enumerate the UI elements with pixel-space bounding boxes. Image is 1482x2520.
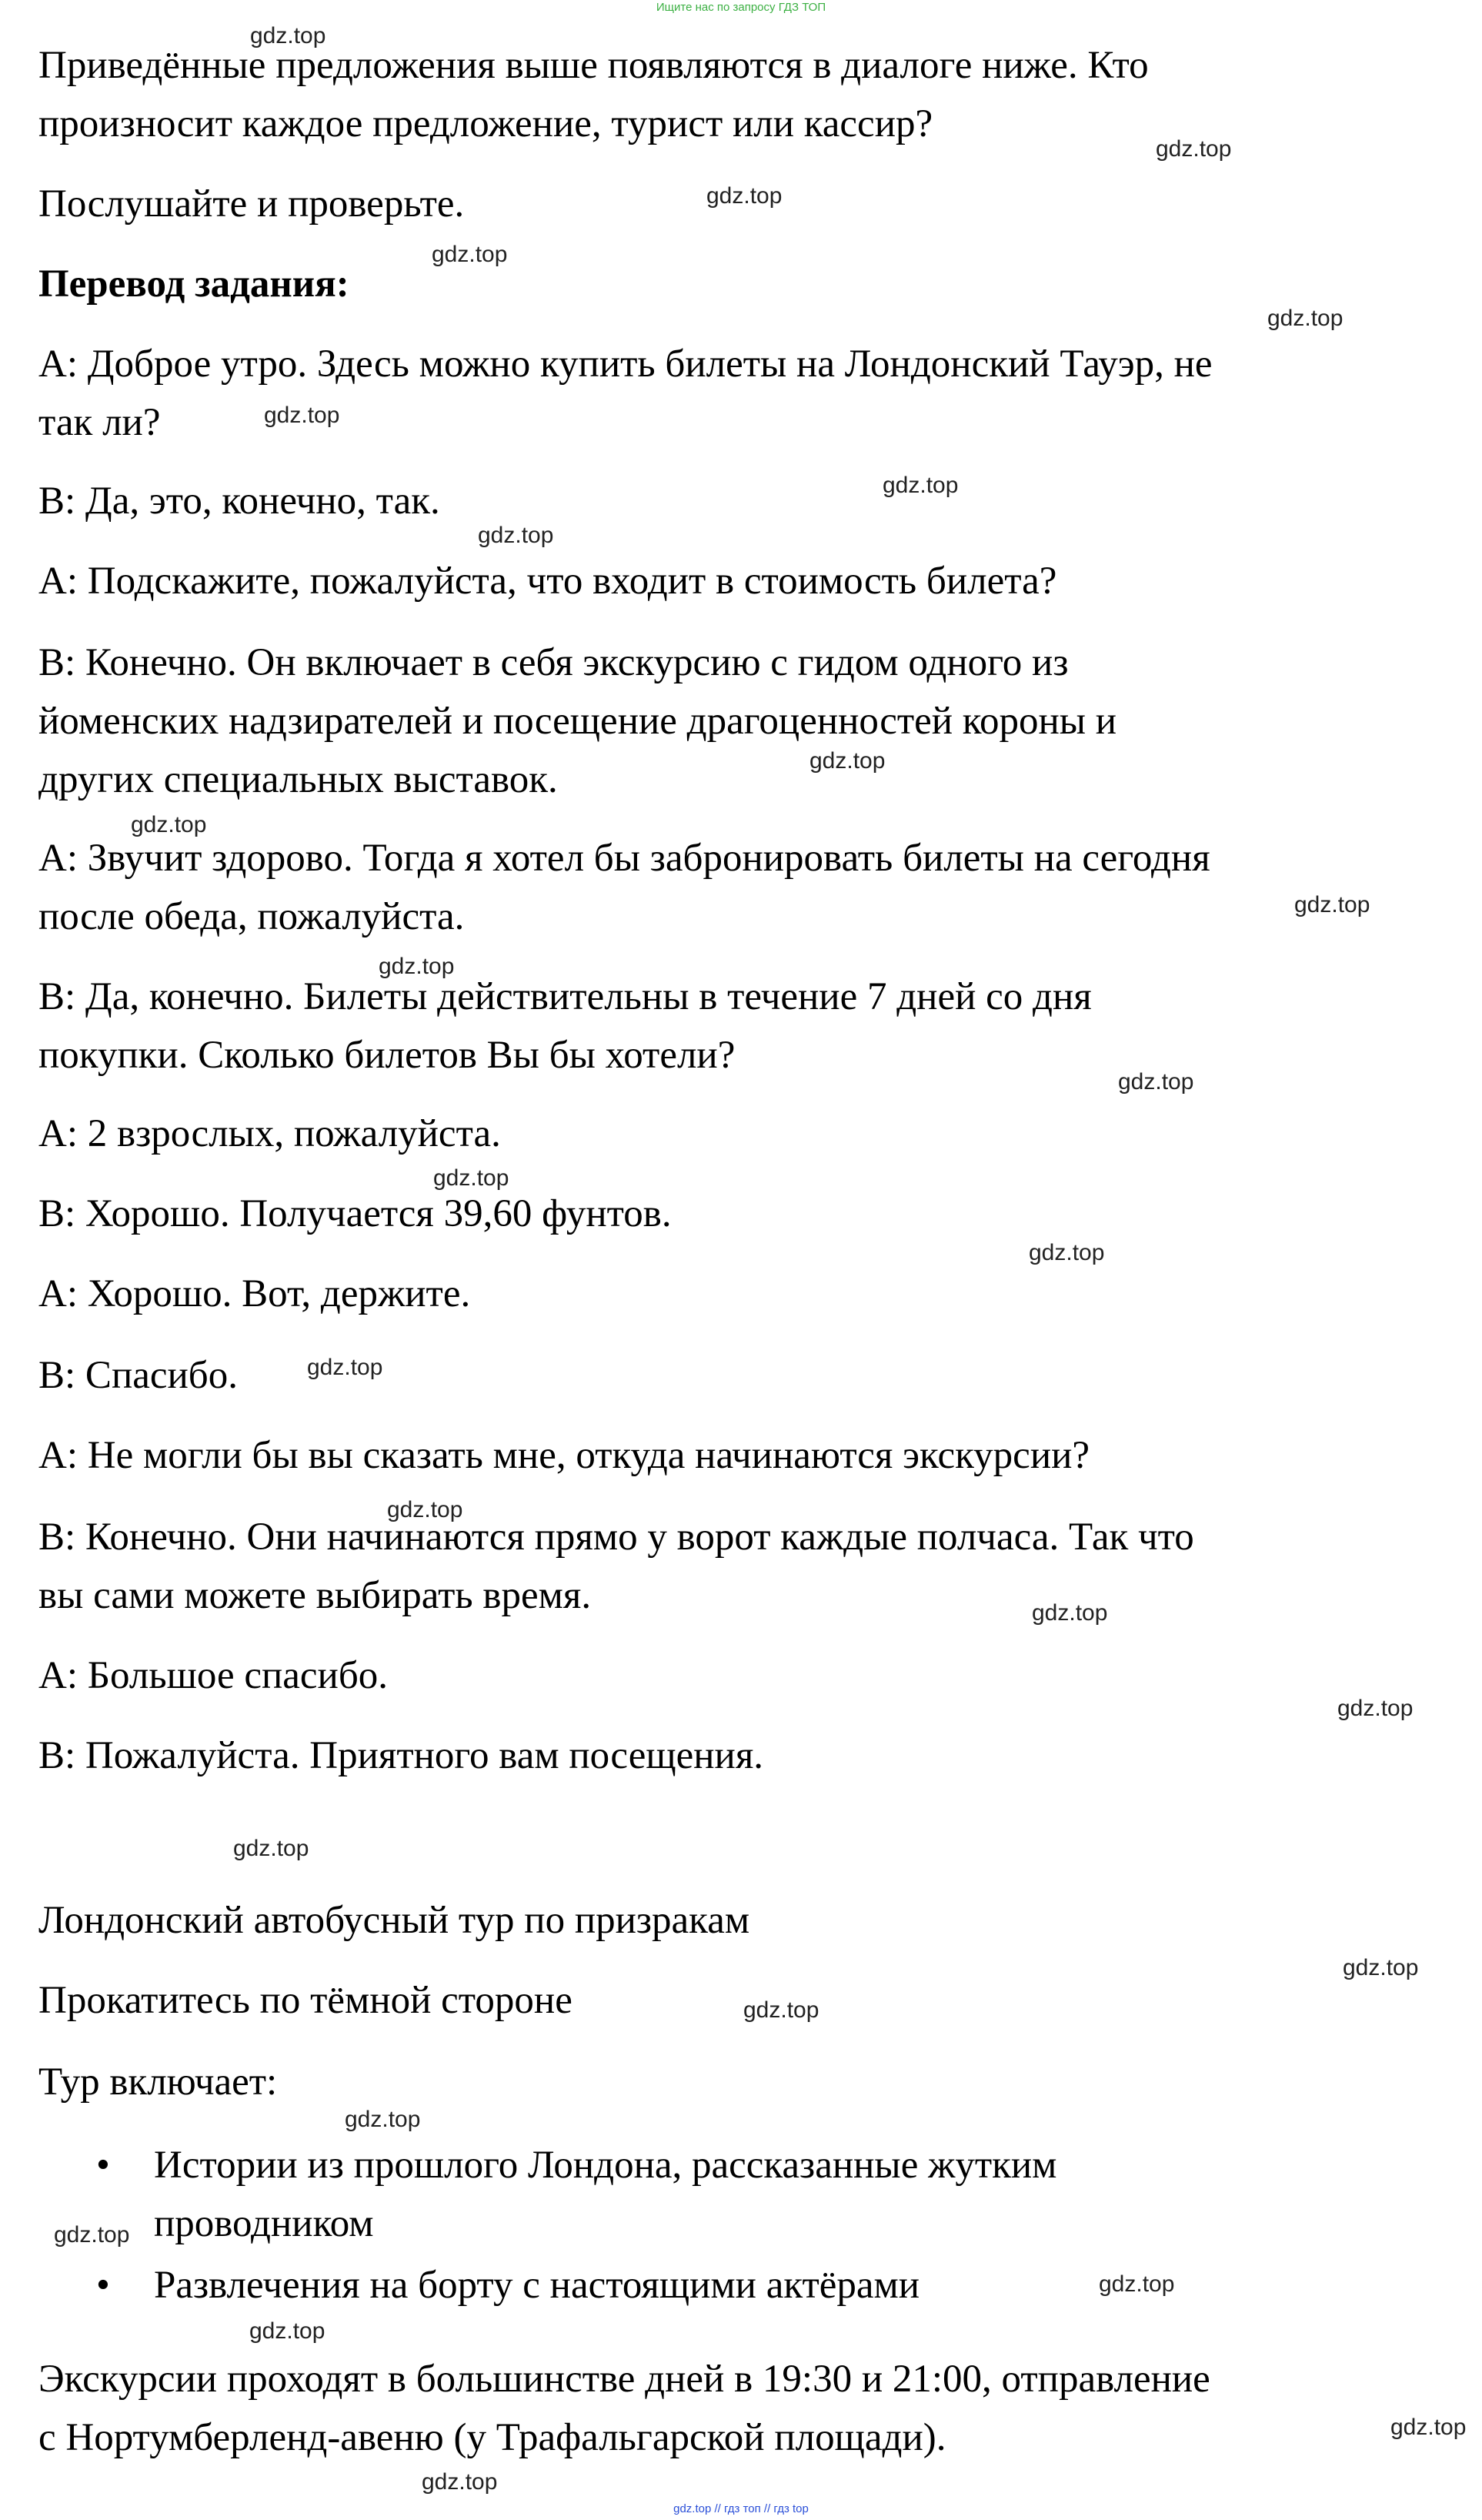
tour-title: Лондонский автобусный тур по призракам	[38, 1899, 750, 1942]
dialogue-line: после обеда, пожалуйста.	[38, 895, 465, 938]
tour-schedule-line-1: Экскурсии проходят в большинстве дней в 19:30 и 21:00, отправление	[38, 2358, 1210, 2401]
tour-bullet-item: Истории из прошлого Лондона, рассказанные жутким	[154, 2144, 1057, 2187]
dialogue-line: A: Большое спасибо.	[38, 1654, 389, 1697]
dialogue-line: A: Хорошо. Вот, держите.	[38, 1272, 471, 1315]
watermark: gdz.top	[379, 954, 455, 979]
dialogue-line: A: 2 взрослых, пожалуйста.	[38, 1112, 501, 1155]
watermark: gdz.top	[233, 1836, 309, 1861]
task-listen-instruction: Послушайте и проверьте.	[38, 182, 465, 226]
tour-slogan: Прокатитесь по тёмной стороне	[38, 1979, 572, 2022]
dialogue-line: так ли?	[38, 401, 161, 444]
watermark: gdz.top	[1118, 1069, 1194, 1095]
footer-links[interactable]: gdz.top // гдз топ // гдз top	[673, 2502, 809, 2515]
dialogue-line: вы сами можете выбирать время.	[38, 1574, 592, 1617]
watermark: gdz.top	[249, 2318, 325, 2344]
watermark: gdz.top	[1032, 1600, 1108, 1626]
watermark: gdz.top	[1029, 1240, 1105, 1265]
dialogue-line: A: Доброе утро. Здесь можно купить билеты на Лондонский Тауэр, не	[38, 343, 1213, 386]
watermark: gdz.top	[1343, 1955, 1419, 1980]
watermark: gdz.top	[883, 473, 959, 498]
bullet-icon: •	[96, 2144, 110, 2187]
watermark: gdz.top	[706, 183, 783, 209]
tour-bullet-item: Развлечения на борту с настоящими актёрами	[154, 2264, 920, 2307]
watermark: gdz.top	[809, 748, 886, 774]
watermark: gdz.top	[54, 2222, 130, 2248]
dialogue-line: B: Пожалуйста. Приятного вам посещения.	[38, 1734, 764, 1777]
bullet-icon: •	[96, 2264, 110, 2307]
watermark: gdz.top	[743, 1997, 819, 2023]
watermark: gdz.top	[1099, 2271, 1175, 2297]
watermark: gdz.top	[307, 1355, 383, 1380]
watermark: gdz.top	[1337, 1696, 1414, 1721]
watermark: gdz.top	[478, 523, 554, 548]
watermark: gdz.top	[131, 812, 207, 837]
watermark: gdz.top	[433, 1165, 509, 1191]
dialogue-line: B: Конечно. Он включает в себя экскурсию с гидом одного из	[38, 641, 1069, 684]
task-intro-line-1: Приведённые предложения выше появляются в диалоге ниже. Кто	[38, 44, 1149, 87]
watermark: gdz.top	[1294, 892, 1370, 917]
watermark: gdz.top	[1156, 136, 1232, 162]
watermark: gdz.top	[1390, 2415, 1467, 2440]
watermark: gdz.top	[387, 1497, 463, 1522]
tour-includes-label: Тур включает:	[38, 2060, 278, 2104]
dialogue-line: B: Конечно. Они начинаются прямо у ворот каждые полчаса. Так что	[38, 1516, 1194, 1559]
watermark: gdz.top	[1267, 306, 1343, 331]
task-intro-line-2: произносит каждое предложение, турист или кассир?	[38, 102, 933, 145]
watermark: gdz.top	[250, 23, 326, 48]
dialogue-line: йоменских надзирателей и посещение драгоценностей короны и	[38, 700, 1117, 743]
watermark: gdz.top	[345, 2107, 421, 2132]
dialogue-line: A: Звучит здорово. Тогда я хотел бы забронировать билеты на сегодня	[38, 837, 1210, 880]
watermark: gdz.top	[264, 403, 340, 428]
dialogue-line: B: Спасибо.	[38, 1354, 239, 1397]
dialogue-line: других специальных выставок.	[38, 758, 558, 801]
translation-heading: Перевод задания:	[38, 262, 349, 306]
tour-bullet-item-continuation: проводником	[154, 2202, 374, 2245]
watermark: gdz.top	[432, 242, 508, 267]
dialogue-line: A: Подскажите, пожалуйста, что входит в стоимость билета?	[38, 560, 1057, 603]
dialogue-line: B: Хорошо. Получается 39,60 фунтов.	[38, 1192, 672, 1235]
top-banner[interactable]: Ищите нас по запросу ГДЗ ТОП	[656, 1, 826, 14]
watermark: gdz.top	[422, 2469, 498, 2495]
dialogue-line: B: Да, это, конечно, так.	[38, 480, 440, 523]
tour-schedule-line-2: с Нортумберленд-авеню (у Трафальгарской площади).	[38, 2416, 946, 2459]
dialogue-line: B: Да, конечно. Билеты действительны в течение 7 дней со дня	[38, 975, 1092, 1018]
dialogue-line: A: Не могли бы вы сказать мне, откуда начинаются экскурсии?	[38, 1434, 1090, 1477]
dialogue-line: покупки. Сколько билетов Вы бы хотели?	[38, 1034, 736, 1077]
